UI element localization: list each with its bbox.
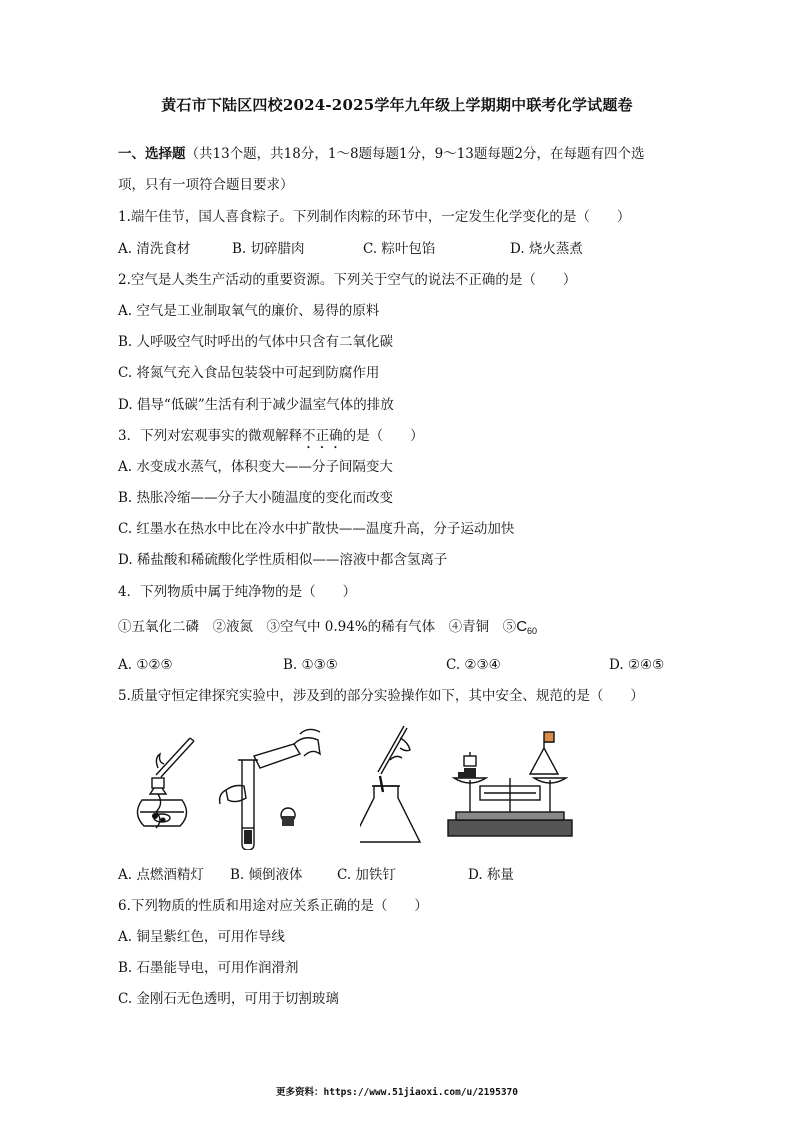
q6-stem: 6.下列物质的性质和用途对应关系正确的是（ ） <box>118 898 428 914</box>
q6-option-a: A. 铜呈紫红色，可用作导线 <box>118 929 285 945</box>
q5-stem: 5.质量守恒定律探究实验中，涉及到的部分实验操作如下，其中安全、规范的是（ ） <box>118 688 644 704</box>
q3-option-a: A. 水变成水蒸气，体积变大——分子间隔变大 <box>118 459 393 475</box>
q4-option-a: A. ①②⑤ <box>118 657 173 673</box>
alcohol-lamp-figure <box>118 720 208 842</box>
q4-option-b: B. ①③⑤ <box>283 657 338 673</box>
q3-option-d: D. 稀盐酸和稀硫酸化学性质相似——溶液中都含氢离子 <box>118 552 448 568</box>
q4-items-text: ①五氧化二磷 ②液氮 ③空气中 0.94%的稀有气体 ④青铜 ⑤ <box>118 619 517 635</box>
q6-option-c: C. 金刚石无色透明，可用于切割玻璃 <box>118 991 339 1007</box>
q1-option-b: B. 切碎腊肉 <box>232 241 305 257</box>
q2-option-a: A. 空气是工业制取氧气的廉价、易得的原料 <box>118 303 380 319</box>
q5-option-c: C. 加铁钉 <box>337 867 396 883</box>
iron-nail-figure <box>360 720 450 850</box>
q3-stem-emphasis: 不正确 <box>302 428 343 444</box>
q1-stem: 1.端午佳节，国人喜食粽子。下列制作肉粽的环节中，一定发生化学变化的是（ ） <box>118 209 631 225</box>
footer-link[interactable]: 更多资料：https://www.51jiaoxi.com/u/2195370 <box>276 1087 518 1098</box>
section-note-1: （共13个题，共18分，1～8题每题1分，9～13题每题2分，在每题有四个选 <box>185 146 645 162</box>
q3-stem <box>118 427 424 452</box>
q6-option-b: B. 石墨能导电，可用作润滑剂 <box>118 960 299 976</box>
q5-option-b: B. 倾倒液体 <box>230 867 303 883</box>
q3-stem-post: 的是（ ） <box>342 428 424 444</box>
section-heading-line <box>118 145 644 163</box>
q5-figures <box>110 720 580 850</box>
c60-subscript: 60 <box>527 626 538 636</box>
section-note-2: 项，只有一项符合题目要求） <box>118 177 294 193</box>
q4-stem: 4．下列物质中属于纯净物的是（ ） <box>118 584 357 600</box>
balance-figure <box>440 720 580 850</box>
q1-option-a: A. 清洗食材 <box>118 241 191 257</box>
q4-items <box>118 618 537 640</box>
q4-option-c: C. ②③④ <box>446 657 501 673</box>
pouring-liquid-figure <box>214 720 324 850</box>
q2-option-c: C. 将氮气充入食品包装袋中可起到防腐作用 <box>118 365 380 381</box>
q3-option-b: B. 热胀冷缩——分子大小随温度的变化而改变 <box>118 490 394 506</box>
page-title: 黄石市下陆区四校2024-2025学年九年级上学期期中联考化学试题卷 <box>161 96 633 114</box>
q5-option-a: A. 点燃酒精灯 <box>118 867 204 883</box>
q1-option-c: C. 粽叶包馅 <box>363 241 436 257</box>
q1-option-d: D. 烧火蒸煮 <box>510 241 583 257</box>
section-head: 一、选择题 <box>118 146 186 162</box>
c60-symbol: C <box>516 618 528 635</box>
c60-formula <box>516 618 537 635</box>
q4-option-d: D. ②④⑤ <box>609 657 665 673</box>
q2-stem: 2.空气是人类生产活动的重要资源。下列关于空气的说法不正确的是（ ） <box>118 272 577 288</box>
q3-option-c: C. 红墨水在热水中比在冷水中扩散快——温度升高，分子运动加快 <box>118 521 515 537</box>
q5-option-d: D. 称量 <box>468 867 514 883</box>
q3-stem-pre: 3．下列对宏观事实的微观解释 <box>118 428 303 444</box>
q2-option-b: B. 人呼吸空气时呼出的气体中只含有二氧化碳 <box>118 334 394 350</box>
q2-option-d: D. 倡导“低碳”生活有利于减少温室气体的排放 <box>118 397 394 413</box>
